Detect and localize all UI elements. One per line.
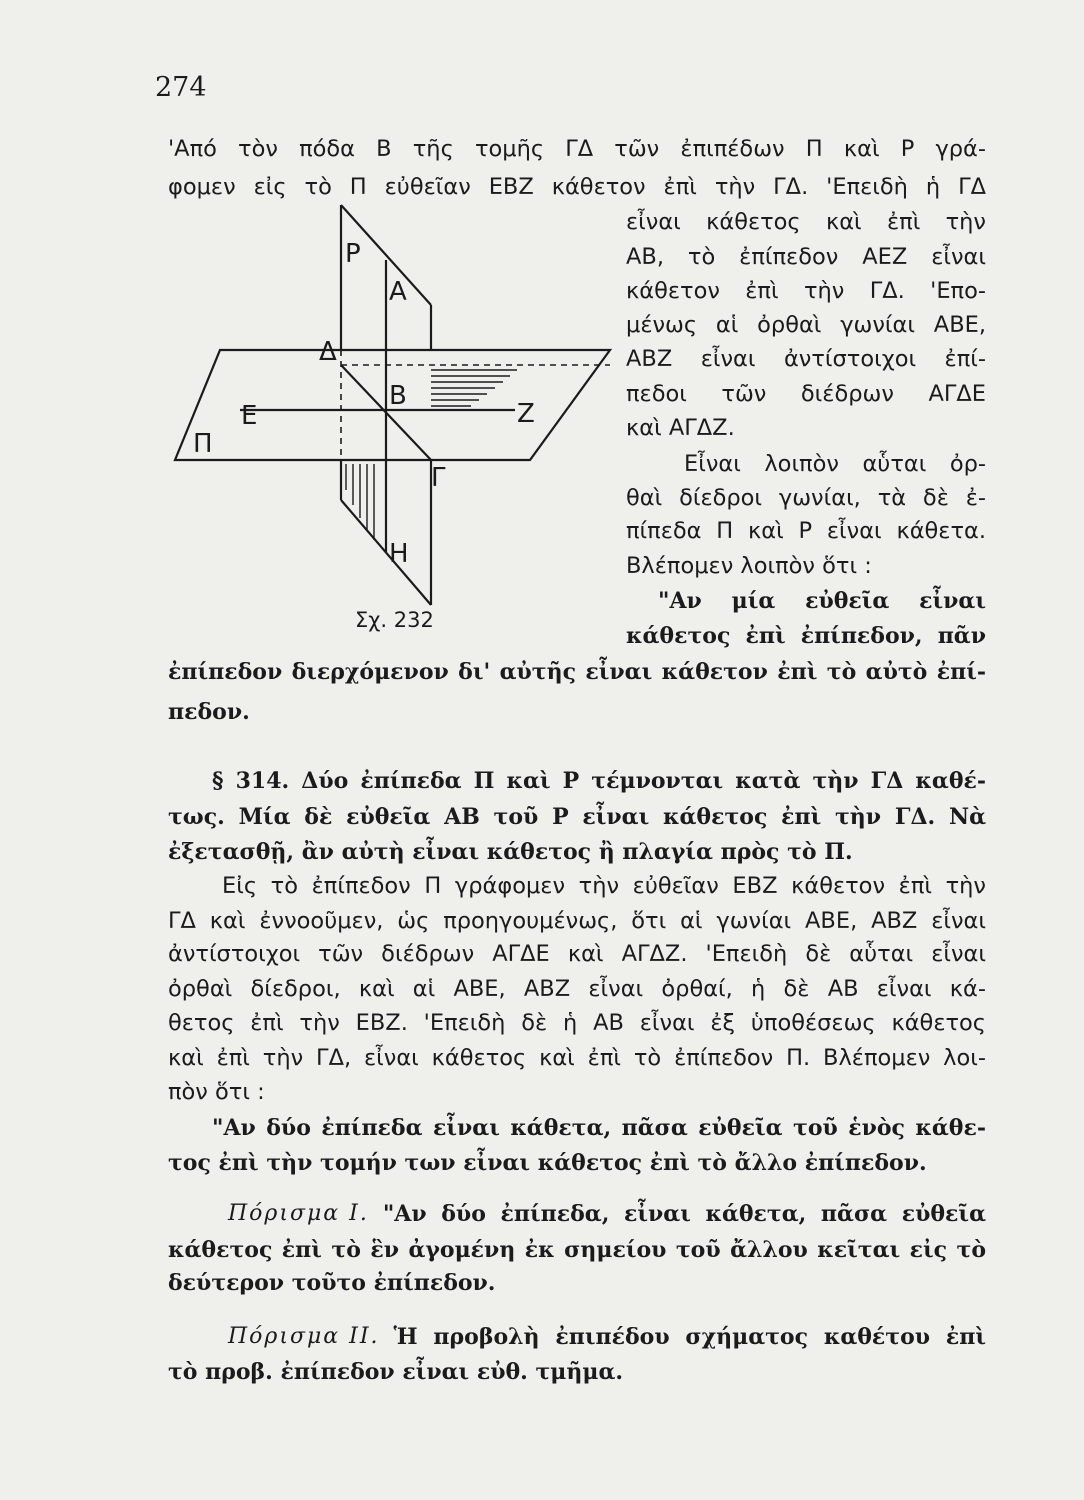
label-z: Ζ <box>517 399 535 429</box>
corollary-1-text: "Αν δύο ἐπίπεδα, εἶναι κάθετα, πᾶσα εὐθεῖα <box>382 1201 986 1227</box>
label-d: Δ <box>319 337 337 367</box>
text-line: ΓΔ καὶ ἐννοοῦμεν, ὡς προηγουμένως, ὅτι αἱ γωνίαι ΑΒΕ, ΑΒΖ εἶναι <box>168 908 986 934</box>
section-heading-line: τως. Μία δὲ εὐθεῖα ΑΒ τοῦ Ρ εἶναι κάθετος ἐπὶ τὴν ΓΔ. Νὰ <box>168 804 986 830</box>
theorem-line: πεδον. <box>168 699 250 725</box>
text-line: μένως αἱ ὀρθαὶ γωνίαι ΑΒΕ, <box>626 312 986 338</box>
text-line: πίπεδα Π καὶ Ρ εἶναι κάθετα. <box>626 518 986 544</box>
corollary-1 <box>228 1197 986 1231</box>
text-line: πὸν ὅτι : <box>168 1079 265 1105</box>
text-line: θαὶ δίεδροι γωνίαι, τὰ δὲ ἐ- <box>626 485 986 511</box>
text-line: ὀρθαὶ δίεδροι, καὶ αἱ ΑΒΕ, ΑΒΖ εἶναι ὀρθαί, ἡ δὲ ΑΒ εἶναι κά- <box>168 976 986 1002</box>
label-h: Η <box>389 539 409 569</box>
section-heading-line: § 314. Δύο ἐπίπεδα Π καὶ Ρ τέμνονται κατὰ τὴν ΓΔ καθέ- <box>212 768 986 794</box>
corollary-1-label: Πόρισμα Ι. <box>228 1201 369 1226</box>
figure-caption: Σχ. 232 <box>355 608 434 632</box>
text-line: 'Από τὸν πόδα Β τῆς τομῆς ΓΔ τῶν ἐπιπέδων Π καὶ Ρ γρά- <box>168 136 986 162</box>
text-line: Βλέπομεν λοιπὸν ὅτι : <box>626 553 872 579</box>
text-line: πεδοι τῶν διέδρων ΑΓΔΕ <box>626 381 986 407</box>
text-line: καὶ ἐπὶ τὴν ΓΔ, εἶναι κάθετος καὶ ἐπὶ τὸ ἐπίπεδον Π. Βλέπομεν λοι- <box>168 1045 986 1071</box>
corollary-2-label: Πόρισμα ΙΙ. <box>228 1324 380 1349</box>
corollary-2-line: τὸ προβ. ἐπίπεδον εἶναι εὐθ. τμῆμα. <box>168 1359 624 1385</box>
page-number: 274 <box>155 72 207 103</box>
label-p: Ρ <box>345 239 361 269</box>
label-e: Ε <box>241 401 258 431</box>
label-b: Β <box>389 381 407 411</box>
theorem-line: τος ἐπὶ τὴν τομήν των εἶναι κάθετος ἐπὶ τὸ ἄλλο ἐπίπεδον. <box>168 1150 927 1176</box>
corollary-1-line: κάθετος ἐπὶ τὸ ἓν ἀγομένη ἐκ σημείου τοῦ ἄλλου κεῖται εἰς τὸ <box>168 1237 986 1263</box>
text-line: κάθετον ἐπὶ τὴν ΓΔ. 'Επο- <box>626 278 986 304</box>
text-line: Εἰς τὸ ἐπίπεδον Π γράφομεν τὴν εὐθεῖαν ΕΒΖ κάθετον ἐπὶ τὴν <box>222 873 986 899</box>
section-heading-line: ἐξετασθῇ, ἂν αὐτὴ εἶναι κάθετος ἢ πλαγία πρὸς τὸ Π. <box>168 839 853 865</box>
label-g: Γ <box>431 463 446 493</box>
theorem-line: κάθετος ἐπὶ ἐπίπεδον, πᾶν <box>626 623 986 649</box>
text-line: εἶναι κάθετος καὶ ἐπὶ τὴν <box>626 209 986 235</box>
text-line: ΑΒΖ εἶναι ἀντίστοιχοι ἐπί- <box>626 346 986 372</box>
theorem-line: ἐπίπεδον διερχόμενον δι' αὐτῆς εἶναι κάθετον ἐπὶ τὸ αὐτὸ ἐπί- <box>168 659 986 685</box>
text-line: ΑΒ, τὸ ἐπίπεδον ΑΕΖ εἶναι <box>626 244 986 270</box>
corollary-2-text: Ἡ προβολὴ ἐπιπέδου σχήματος καθέτου ἐπὶ <box>393 1324 986 1350</box>
text-line: Εἶναι λοιπὸν αὗται ὀρ- <box>684 451 986 477</box>
label-pi: Π <box>193 429 213 459</box>
text-line: θετος ἐπὶ τὴν ΕΒΖ. 'Επειδὴ δὲ ἡ ΑΒ εἶναι ἐξ ὑποθέσεως κάθετος <box>168 1010 986 1036</box>
corollary-2 <box>228 1320 986 1354</box>
text-line: καὶ ΑΓΔΖ. <box>626 415 735 441</box>
geometry-figure <box>165 200 625 610</box>
theorem-line: "Αν δύο ἐπίπεδα εἶναι κάθετα, πᾶσα εὐθεῖα τοῦ ἑνὸς κάθε- <box>212 1115 986 1141</box>
theorem-line: "Αν μία εὐθεῖα εἶναι <box>658 588 986 614</box>
label-a: Α <box>389 277 407 307</box>
corollary-1-line: δεύτερον τοῦτο ἐπίπεδον. <box>168 1270 496 1296</box>
text-line: φομεν εἰς τὸ Π εὐθεῖαν ΕΒΖ κάθετον ἐπὶ τὴν ΓΔ. 'Επειδὴ ἡ ΓΔ <box>168 174 986 200</box>
text-line: ἀντίστοιχοι τῶν διέδρων ΑΓΔΕ καὶ ΑΓΔΖ. 'Επειδὴ δὲ αὗται εἶναι <box>168 941 986 967</box>
